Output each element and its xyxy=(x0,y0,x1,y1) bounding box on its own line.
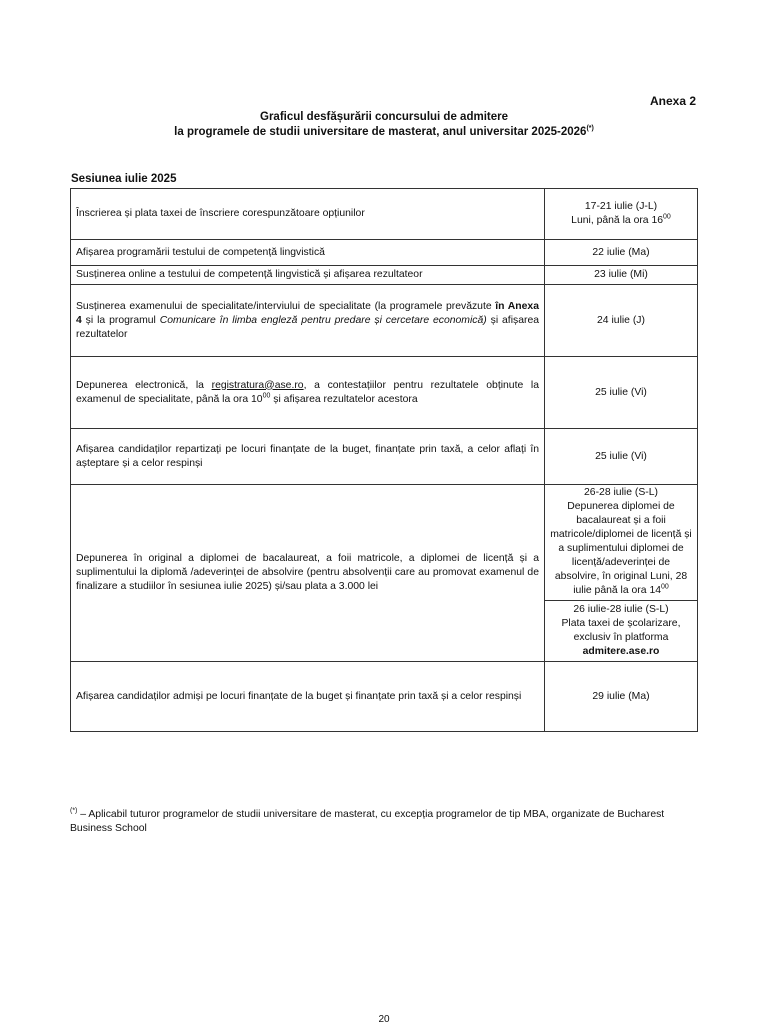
original-docs-deadline xyxy=(545,485,697,601)
activity-cell: Afișarea candidaților admiși pe locuri finanțate de la buget și finanțate prin taxă și a celor respinși xyxy=(71,662,545,732)
deadline-text xyxy=(550,500,692,598)
table-row xyxy=(71,189,698,240)
deadline-description: Depunerea diplomei de bacalaureat și a foii matricole/diplomei de licență și a suplimentului diplomei de licență/adeverinței de absolvire, în original Luni, 28 iulie până la ora 14 xyxy=(550,501,692,596)
activity-text: Depunerea electronică, la xyxy=(76,379,212,391)
activity-cell: Depunerea în original a diplomei de bacalaureat, a foii matricole, a diplomei de licență și a suplimentului la diplomă /adeverinței de absolvire (pentru absolvenții care au promovat examenul de finalizare a studiilor în sesiunea iulie 2025) și/sau plata a 3.000 lei xyxy=(71,485,545,662)
title-line-1: Graficul desfășurării concursului de admitere xyxy=(260,111,508,123)
footnote xyxy=(70,808,700,836)
page-number: 20 xyxy=(378,1014,390,1025)
session-heading: Sesiunea iulie 2025 xyxy=(71,173,177,185)
email-link[interactable]: registratura@ase.ro xyxy=(211,379,304,391)
activity-cell: Înscrierea și plata taxei de înscriere corespunzătoare opțiunilor xyxy=(71,189,545,240)
activity-text: și afișarea rezultatelor acestora xyxy=(270,393,418,405)
time-superscript: 00 xyxy=(663,213,671,221)
date-cell xyxy=(545,189,698,240)
date-range: 26 iulie-28 iulie (S-L) xyxy=(573,604,669,615)
date-cell: 22 iulie (Ma) xyxy=(545,240,698,266)
title-footnote-mark: (*) xyxy=(586,125,594,133)
date-cell: 25 iulie (Vi) xyxy=(545,357,698,429)
date-cell: 25 iulie (Vi) xyxy=(545,429,698,485)
time-superscript: 00 xyxy=(661,583,669,591)
date-cell: 29 iulie (Ma) xyxy=(545,662,698,732)
date-cell: 23 iulie (Mi) xyxy=(545,266,698,285)
date-deadline xyxy=(550,214,692,228)
document-title xyxy=(0,110,768,140)
annex-label: Anexa 2 xyxy=(649,94,696,108)
date-range: 26-28 iulie (S-L) xyxy=(584,487,658,498)
table-row xyxy=(71,240,698,266)
table-row xyxy=(71,429,698,485)
table-row xyxy=(71,266,698,285)
activity-cell xyxy=(71,357,545,429)
tuition-payment-deadline xyxy=(545,601,697,661)
activity-cell: Afișarea candidaților repartizați pe locuri finanțate de la buget, finanțate prin taxă, a celor aflați în așteptare și a celor respinși xyxy=(71,429,545,485)
footnote-mark: (*) xyxy=(70,807,78,815)
activity-cell: Afișarea programării testului de competență lingvistică xyxy=(71,240,545,266)
annex-reference: în Anexa 4 xyxy=(76,300,539,326)
table-row xyxy=(71,357,698,429)
date-range: 17-21 iulie (J-L) xyxy=(584,201,658,212)
activity-cell xyxy=(71,285,545,357)
date-cell-split xyxy=(545,485,698,662)
table-row xyxy=(71,662,698,732)
title-line-2-text: la programele de studii universitare de masterat, anul universitar 2025-2026 xyxy=(174,126,587,138)
date-cell: 24 iulie (J) xyxy=(545,285,698,357)
table-row xyxy=(71,485,698,662)
activity-text: și la programul xyxy=(81,314,160,326)
time-superscript: 00 xyxy=(262,392,271,400)
payment-text: Plata taxei de școlarizare, exclusiv în platforma xyxy=(561,618,681,643)
activity-cell: Susținerea online a testului de competență lingvistică și afișarea rezultateor xyxy=(71,266,545,285)
activity-text: Susținerea examenului de specialitate/interviului de specialitate (la programele prevăzute xyxy=(76,300,496,312)
platform-link[interactable]: admitere.ase.ro xyxy=(582,646,660,657)
activity-text: , a contestațiilor pentru rezultatele obținute la examenul de specialitate, până la ora 10 xyxy=(76,379,539,405)
schedule-table xyxy=(70,188,698,732)
title-line-2 xyxy=(0,125,768,140)
activity-text: și afișarea rezultatelor xyxy=(76,314,539,340)
footnote-text: – Aplicabil tuturor programelor de studii universitare de masterat, cu excepția programelor de tip MBA, organizate de Bucharest Business School xyxy=(70,809,665,834)
program-name: Comunicare în limba engleză pentru predare și cercetare economică) xyxy=(159,314,487,326)
date-deadline-text: Luni, până la ora 16 xyxy=(571,215,664,226)
table-row xyxy=(71,285,698,357)
